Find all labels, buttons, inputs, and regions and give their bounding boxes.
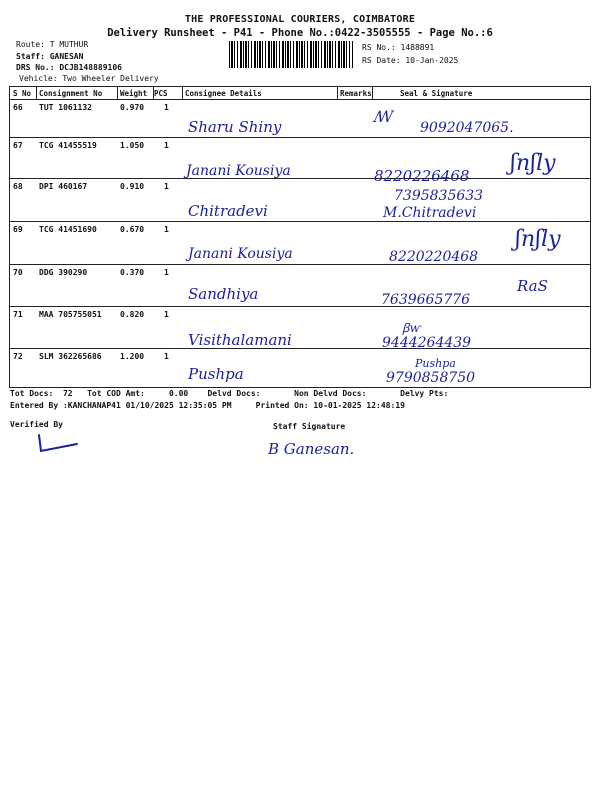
rs-no-label: RS No.: 1488891 [362,43,435,52]
consignee-handwritten: Sharu Shiny [188,118,282,136]
signature-scribble: ʃnʃly [515,227,561,252]
totals-line: Tot Docs: 72 Tot COD Amt: 0.00 Delvd Docs: Non Delvd Docs: Delvy Pts: [10,389,449,398]
col-weight: Weight [120,89,148,98]
consignee-handwritten: Pushpa [188,365,244,383]
route-label: Route: T MUTHUR [16,40,89,49]
seal-phone-handwritten: 7639665776 [381,292,471,308]
signature-scribble: ꞵⱳ [402,321,421,335]
seal-signature-handwritten: M.Chitradevi [383,205,477,221]
vehicle-label: Vehicle: Two Wheeler Delivery [19,74,159,83]
row-consignment: DPI 460167 [39,182,88,191]
row-sno: 67 [13,141,23,150]
row-weight: 0.670 [120,225,145,234]
verifier-signature-icon [33,432,83,454]
col-consignment: Consignment No [39,89,103,98]
consignee-handwritten: Janani Kousiya [188,246,293,262]
row-pcs: 1 [164,352,169,361]
row-pcs: 1 [164,182,169,191]
signature-scribble: RaS [517,277,548,295]
row-sno: 68 [13,182,23,191]
row-weight: 0.370 [120,268,145,277]
row-consignment: TCG 41455519 [39,141,97,150]
drs-label: DRS No.: DCJB148889106 [16,63,122,72]
seal-phone-handwritten: 8220226468 [374,167,470,185]
consignee-handwritten: Sandhiya [188,285,259,303]
col-sno: S No [13,89,32,98]
seal-scribble: ꟿ [374,107,394,126]
row-pcs: 1 [164,103,169,112]
row-weight: 1.050 [120,141,145,150]
seal-phone-handwritten: 9444264439 [382,335,472,351]
verified-by-label: Verified By [10,420,63,429]
row-pcs: 1 [164,268,169,277]
consignee-handwritten: Janani Kousiya [186,163,291,179]
consignee-handwritten: Chitradevi [188,202,268,220]
col-pcs: PCS [154,89,168,98]
row-consignment: SLM 362265686 [39,352,102,361]
row-weight: 0.970 [120,103,145,112]
col-consignee: Consignee Details [185,89,262,98]
company-title: THE PROFESSIONAL COURIERS, COIMBATORE [184,14,416,25]
row-sno: 69 [13,225,23,234]
seal-signature-handwritten: Pushpa [415,357,456,370]
seal-phone-handwritten: 8220220468 [389,249,479,265]
row-weight: 0.820 [120,310,145,319]
col-seal-signature: Seal & Signature [400,89,473,98]
row-pcs: 1 [164,225,169,234]
row-consignment: TCG 41451690 [39,225,97,234]
staff-signature-handwritten: B Ganesan. [268,440,355,458]
staff-label: Staff: GANESAN [16,52,84,61]
row-sno: 71 [13,310,23,319]
seal-phone-handwritten: 9790858750 [386,370,476,386]
row-sno: 66 [13,103,23,112]
row-pcs: 1 [164,310,169,319]
consignee-handwritten: Visithalamani [188,331,292,349]
runsheet-table [9,86,591,388]
staff-signature-label: Staff Signature [273,422,346,431]
row-pcs: 1 [164,141,169,150]
rs-date-label: RS Date: 10-Jan-2025 [362,56,459,65]
row-sno: 72 [13,352,23,361]
col-remarks: Remarks [340,89,372,98]
row-weight: 0.910 [120,182,145,191]
seal-phone-handwritten: 7395835633 [394,188,484,204]
row-weight: 1.200 [120,352,145,361]
entered-printed-line: Entered By :KANCHANAP41 01/10/2025 12:35:05 PM Printed On: 10-01-2025 12:48:19 [10,401,405,410]
row-consignment: TUT 1061132 [39,103,92,112]
barcode-image [229,41,353,68]
row-consignment: DDG 390290 [39,268,88,277]
seal-phone-handwritten: 9092047065. [420,120,514,136]
row-consignment: MAA 705755051 [39,310,102,319]
runsheet-title: Delivery Runsheet - P41 - Phone No.:0422-3505555 - Page No.:6 [107,27,493,39]
row-sno: 70 [13,268,23,277]
signature-scribble: ʃnʃly [510,151,556,176]
